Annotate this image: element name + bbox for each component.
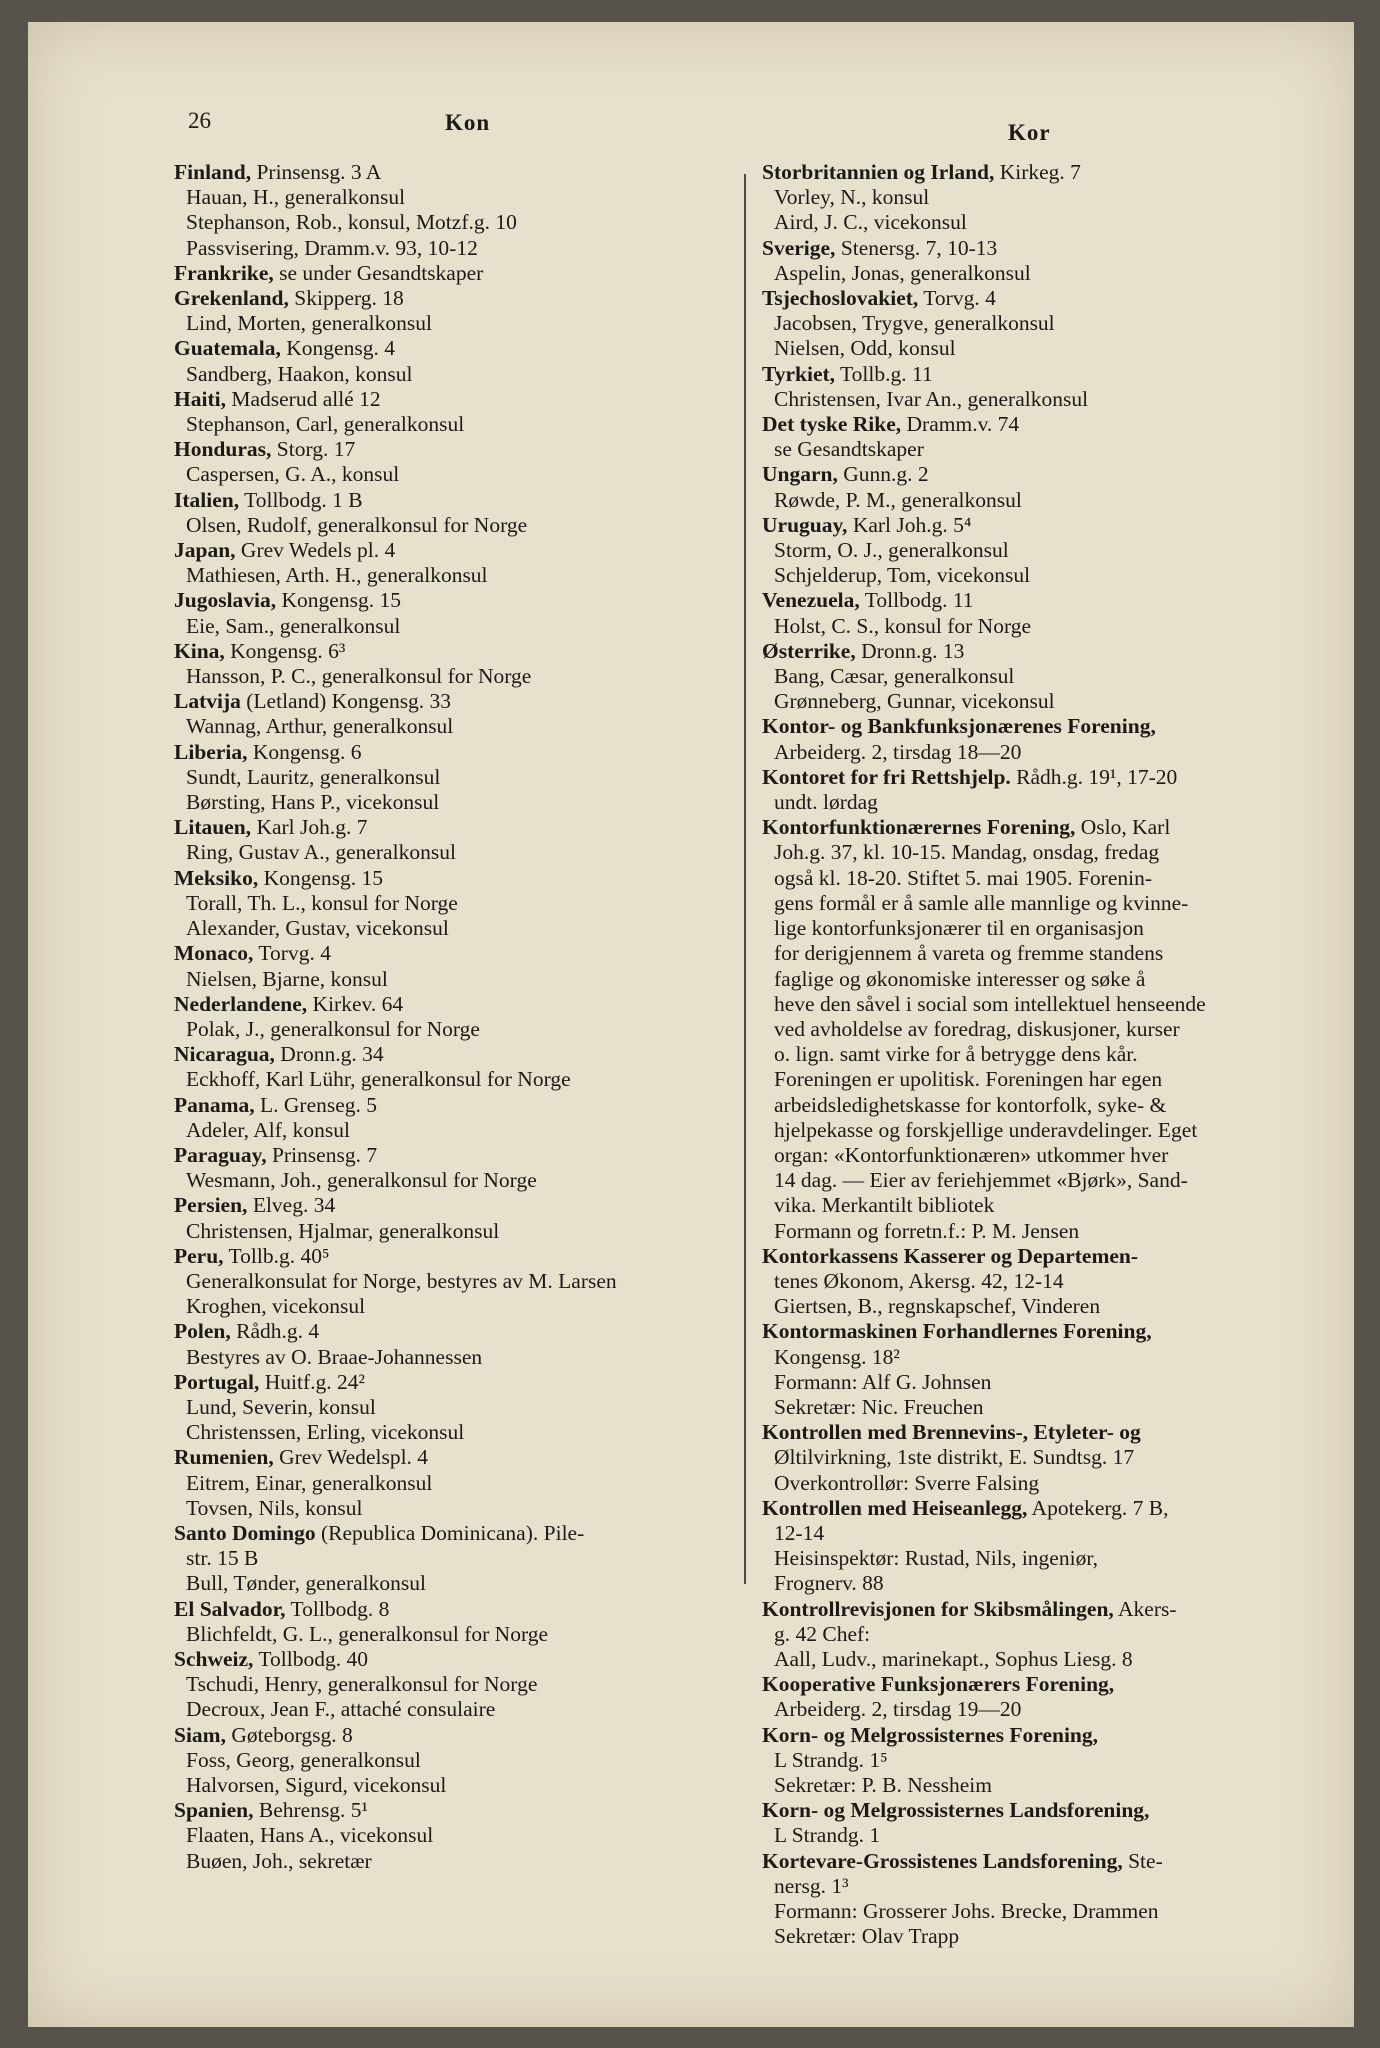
entry-address: Storg. 17 [271,437,356,462]
entry-heading-line [762,1798,1352,1823]
directory-entry [174,1445,764,1521]
entry-heading-line [174,286,764,311]
entry-address: Tollb.g. 11 [835,361,933,386]
entry-detail-line: Lund, Severin, konsul [186,1394,376,1419]
entry-detail-line: Adeler, Alf, konsul [186,1117,350,1142]
entry-name: Kina, [174,638,225,663]
directory-entry [174,488,764,538]
entry-detail-line: tenes Økonom, Akersg. 42, 12-14 [774,1268,1064,1293]
entry-name: Polen, [174,1319,231,1344]
directory-entry [762,1798,1352,1848]
entry-name: Nicaragua, [174,1042,275,1067]
entry-address: Kongensg. 15 [258,865,384,890]
entry-name: Nederlandene, [174,991,308,1016]
entry-detail-line: Schjelderup, Tom, vicekonsul [774,563,1031,588]
entry-name: Kontrollen med Heiseanlegg, [762,1495,1028,1520]
directory-entry [174,1723,764,1799]
entry-heading-line [174,1193,764,1218]
entry-address: Prinsensg. 7 [266,1142,378,1167]
entry-address: Gunn.g. 2 [837,462,929,487]
entry-name: Santo Domingo [174,1520,316,1545]
directory-entry [174,941,764,991]
entry-heading-line [762,1597,1352,1622]
entry-detail-line: Kongensg. 18² [774,1344,900,1369]
entry-heading-line [174,1093,764,1118]
entry-detail-line: Torall, Th. L., konsul for Norge [186,890,458,915]
entry-name: Grekenland, [174,286,289,311]
entry-address: Torvg. 4 [253,941,331,966]
entry-heading-line [762,1723,1352,1748]
entry-detail-line: Formann: Grosserer Johs. Brecke, Drammen [774,1899,1159,1924]
entry-detail-line: Aspelin, Jonas, generalkonsul [774,260,1031,285]
entry-detail-line: heve den såvel i social som intellektuel henseende [774,991,1206,1016]
entry-heading-line [762,1420,1352,1445]
entry-address: Oslo, Karl [1075,815,1171,840]
entry-address: Stenersg. 7, 10-13 [835,235,998,260]
entry-address: Dronn.g. 34 [274,1042,384,1067]
entry-detail-line: Sundt, Lauritz, generalkonsul [186,764,441,789]
directory-entry [174,1042,764,1092]
entry-heading-line [174,1244,764,1269]
entry-detail-line: L Strandg. 1 [774,1823,881,1848]
entry-heading-line [174,1370,764,1395]
entry-name: Det tyske Rike, [762,412,902,437]
directory-entry [174,286,764,336]
entry-name: El Salvador, [174,1596,286,1621]
entry-detail-line: Halvorsen, Sigurd, vicekonsul [186,1773,447,1797]
entry-name: Kontormaskinen Forhandlernes Forening, [762,1319,1152,1344]
entry-detail-line: Vorley, N., konsul [774,185,930,210]
entry-address: L. Grenseg. 5 [254,1092,378,1117]
directory-entry [174,387,764,437]
entry-detail-line: også kl. 18-20. Stiftet 5. mai 1905. Forenin- [774,865,1153,890]
entry-heading-line [762,412,1352,437]
entry-address: Torvg. 4 [918,286,996,311]
entry-name: Kortevare-Grossistenes Landsforening, [762,1848,1123,1873]
entry-heading-line [762,714,1352,739]
directory-entry [174,1521,764,1597]
entry-address: (Letland) Kongensg. 33 [240,689,452,714]
entry-heading-line [762,765,1352,790]
entry-name: Latvija [174,689,241,714]
directory-entry [762,1597,1352,1673]
entry-heading-line [762,1244,1352,1269]
entry-detail-line: 14 dag. — Eier av feriehjemmet «Bjørk», Sand- [774,1168,1188,1193]
entry-address: Karl Joh.g. 5⁴ [847,512,972,537]
entry-heading-line [174,538,764,563]
entry-heading-line [174,689,764,714]
entry-detail-line: str. 15 B [186,1546,259,1571]
entry-address: se under Gesandtskaper [273,260,484,285]
entry-detail-line: Arbeiderg. 2, tirsdag 19—20 [774,1697,1022,1722]
entry-name: Korn- og Melgrossisternes Forening, [762,1722,1099,1747]
entry-detail-line: Eitrem, Einar, generalkonsul [186,1470,433,1495]
entry-name: Kontorfunktionærernes Forening, [762,815,1076,840]
entry-address: (Republica Dominicana). Pile- [315,1520,585,1545]
directory-entry [174,1244,764,1320]
directory-entry [762,1420,1352,1496]
entry-name: Frankrike, [174,260,274,285]
entry-name: Venezuela, [762,588,860,613]
directory-entry [762,1723,1352,1799]
entry-name: Sverige, [762,235,836,260]
entry-name: Panama, [174,1092,255,1117]
entry-name: Østerrike, [762,638,856,663]
entry-address: Kongensg. 6³ [224,638,346,663]
right-column [762,160,1352,1949]
entry-detail-line: o. lign. samt virke for å betrygge dens kår. [774,1042,1138,1067]
directory-entry [174,1597,764,1647]
directory-entry [762,513,1352,589]
entry-address: Dramm.v. 74 [901,412,1020,437]
directory-entry [174,1193,764,1243]
directory-entry [174,992,764,1042]
directory-entry [762,236,1352,286]
entry-detail-line: Olsen, Rudolf, generalkonsul for Norge [186,512,528,537]
entry-detail-line: Børsting, Hans P., vicekonsul [186,790,440,815]
entry-name: Korn- og Melgrossisternes Landsforening, [762,1798,1150,1823]
directory-entry [174,866,764,942]
entry-name: Kontor- og Bankfunksjonærenes Forening, [762,714,1156,739]
entry-address: Grev Wedels pl. 4 [235,538,396,563]
entry-heading-line [762,236,1352,261]
entry-name: Rumenien, [174,1445,274,1470]
entry-detail-line: Foss, Georg, generalkonsul [186,1747,421,1772]
entry-address: Huitf.g. 24² [259,1369,365,1394]
entry-detail-line: Hansson, P. C., generalkonsul for Norge [186,664,532,689]
entry-address: Madserud allé 12 [225,386,381,411]
entry-address: Tollbodg. 8 [285,1596,390,1621]
entry-detail-line: Polak, J., generalkonsul for Norge [186,1016,480,1041]
entry-detail-line: arbeidsledighetskasse for kontorfolk, syke- & [774,1092,1167,1117]
directory-entry [174,336,764,386]
entry-address: Tollbodg. 1 B [239,487,363,512]
directory-entry [762,639,1352,715]
entry-detail-line: Storm, O. J., generalkonsul [774,538,1009,563]
entry-detail-line: Christensen, Ivar An., generalkonsul [774,386,1089,411]
entry-address: Behrensg. 5¹ [253,1798,369,1823]
entry-detail-line: vika. Merkantilt bibliotek [774,1193,995,1218]
entry-detail-line: Arbeiderg. 2, tirsdag 18—20 [774,739,1022,764]
entry-detail-line: Joh.g. 37, kl. 10-15. Mandag, onsdag, fredag [774,840,1160,865]
entry-heading-line [174,992,764,1017]
entry-heading-line [174,387,764,412]
entry-detail-line: Jacobsen, Trygve, generalkonsul [774,311,1055,336]
entry-detail-line: Wannag, Arthur, generalkonsul [186,714,454,739]
entry-heading-line [762,160,1352,185]
entry-name: Tyrkiet, [762,361,836,386]
directory-entry [762,412,1352,462]
entry-detail-line: ved avholdelse av foredrag, diskusjoner, kurser [774,1016,1180,1041]
directory-entry [762,1849,1352,1950]
entry-address: Rådh.g. 19¹, 17-20 [1010,764,1178,789]
entry-detail-line: Buøen, Joh., sekretær [186,1848,372,1873]
entry-address: Kongensg. 6 [247,739,362,764]
entry-detail-line: Sekretær: Olav Trapp [774,1924,960,1949]
entry-heading-line [174,588,764,613]
directory-entry [174,815,764,865]
directory-entry [762,1319,1352,1420]
entry-address: Tollb.g. 40⁵ [223,1243,330,1268]
left-column [174,160,764,1874]
entry-name: Uruguay, [762,512,848,537]
entry-detail-line: Flaaten, Hans A., vicekonsul [186,1823,434,1848]
entry-address: Skipperg. 18 [288,286,404,311]
entry-detail-line: Formann og forretn.f.: P. M. Jensen [774,1218,1080,1243]
entry-detail-line: Stephanson, Rob., konsul, Motzf.g. 10 [186,210,517,235]
entry-heading-line [174,1042,764,1067]
directory-entry [174,740,764,816]
entry-detail-line: Nielsen, Bjarne, konsul [186,966,388,991]
entry-address: Elveg. 34 [247,1193,336,1218]
entry-detail-line: Christenssen, Erling, vicekonsul [186,1420,465,1445]
directory-entry [762,714,1352,764]
entry-detail-line: Heisinspektør: Rustad, Nils, ingeniør, [774,1546,1099,1571]
directory-entry [174,160,764,261]
entry-heading-line [174,815,764,840]
entry-heading-line [174,639,764,664]
entry-detail-line: gens formål er å samle alle mannlige og kvinne- [774,890,1189,915]
entry-heading-line [762,1849,1352,1874]
entry-name: Japan, [174,538,236,563]
entry-heading-line [174,160,764,185]
entry-name: Litauen, [174,815,252,840]
entry-heading-line [174,1143,764,1168]
entry-detail-line: hjelpekasse og forskjellige underavdelinger. Eget [774,1117,1198,1142]
entry-name: Persien, [174,1193,248,1218]
entry-detail-line: Grønneberg, Gunnar, vicekonsul [774,689,1055,714]
directory-entry [762,160,1352,236]
entry-detail-line: se Gesandtskaper [774,437,924,462]
directory-entry [174,1798,764,1874]
directory-page [28,22,1354,2027]
entry-name: Spanien, [174,1798,254,1823]
entry-name: Storbritannien og Irland, [762,160,995,184]
entry-address: Apotekerg. 7 B, [1027,1495,1169,1520]
entry-name: Italien, [174,487,240,512]
entry-address: Ste- [1122,1848,1163,1873]
entry-name: Kontrollrevisjonen for Skibsmålingen, [762,1596,1114,1621]
entry-address: Dronn.g. 13 [855,638,965,663]
directory-entry [174,261,764,286]
entry-address: Kirkeg. 7 [994,160,1081,184]
entry-heading-line [762,1319,1352,1344]
entry-address: Rådh.g. 4 [230,1319,320,1344]
entry-heading-line [174,866,764,891]
entry-detail-line: for derigjennem å vareta og fremme standens [774,941,1164,966]
entry-heading-line [762,639,1352,664]
entry-detail-line: Passvisering, Dramm.v. 93, 10-12 [186,235,478,260]
entry-detail-line: nersg. 1³ [774,1873,849,1898]
entry-heading-line [762,286,1352,311]
entry-heading-line [174,336,764,361]
entry-name: Portugal, [174,1369,260,1394]
entry-heading-line [762,513,1352,538]
entry-detail-line: Lind, Morten, generalkonsul [186,311,433,336]
entry-heading-line [174,1521,764,1546]
entry-detail-line: Aall, Ludv., marinekapt., Sophus Liesg. 8 [774,1646,1133,1671]
directory-entry [762,765,1352,815]
entry-heading-line [174,488,764,513]
entry-heading-line [762,815,1352,840]
directory-entry [762,286,1352,362]
left-running-head: Kon [445,110,491,135]
directory-entry [174,538,764,588]
entry-detail-line: Sekretær: P. B. Nessheim [774,1773,992,1797]
entry-detail-line: Tschudi, Henry, generalkonsul for Norge [186,1672,538,1697]
entry-detail-line: Kroghen, vicekonsul [186,1294,366,1319]
entry-name: Kooperative Funksjonærers Forening, [762,1672,1115,1697]
entry-heading-line [762,1496,1352,1521]
entry-detail-line: Aird, J. C., vicekonsul [774,210,967,235]
entry-heading-line [174,740,764,765]
entry-name: Kontrollen med Brennevins-, Etyleter- og [762,1420,1141,1445]
entry-heading-line [762,1672,1352,1697]
right-running-head: Kor [1008,120,1051,145]
entry-detail-line: Ring, Gustav A., generalkonsul [186,840,456,865]
entry-name: Finland, [174,160,252,184]
entry-detail-line: Sandberg, Haakon, konsul [186,361,413,386]
entry-name: Ungarn, [762,462,838,487]
entry-detail-line: Hauan, H., generalkonsul [186,185,406,210]
entry-heading-line [174,1597,764,1622]
entry-name: Liberia, [174,739,248,764]
directory-entry [174,1093,764,1143]
entry-detail-line: Foreningen er upolitisk. Foreningen har egen [774,1067,1163,1092]
entry-detail-line: g. 42 Chef: [774,1621,871,1646]
directory-entry [174,1370,764,1446]
directory-entry [762,588,1352,638]
entry-heading-line [174,261,764,286]
directory-entry [174,689,764,739]
directory-entry [174,1647,764,1723]
entry-detail-line: Øltilvirkning, 1ste distrikt, E. Sundtsg. 17 [774,1445,1135,1470]
entry-detail-line: Bestyres av O. Braae-Johannessen [186,1344,483,1369]
entry-detail-line: Bull, Tønder, generalkonsul [186,1571,426,1596]
entry-heading-line [174,1798,764,1823]
entry-address: Karl Joh.g. 7 [251,815,368,840]
entry-detail-line: organ: «Kontorfunktionæren» utkommer hver [774,1142,1169,1167]
entry-detail-line: Holst, C. S., konsul for Norge [774,613,1032,638]
entry-detail-line: Generalkonsulat for Norge, bestyres av M. Larsen [186,1268,617,1293]
directory-entry [174,1143,764,1193]
entry-address: Tollbodg. 40 [253,1646,368,1671]
entry-name: Paraguay, [174,1142,267,1167]
entry-address: Tollbodg. 11 [859,588,974,613]
directory-entry [762,1496,1352,1597]
entry-detail-line: Blichfeldt, G. L., generalkonsul for Norge [186,1621,549,1646]
directory-entry [174,588,764,638]
entry-detail-line: Overkontrollør: Sverre Falsing [774,1470,1040,1495]
entry-address: Akers- [1113,1596,1177,1621]
directory-entry [762,362,1352,412]
entry-detail-line: lige kontorfunksjonærer til en organisasjon [774,916,1144,941]
entry-detail-line: Wesmann, Joh., generalkonsul for Norge [186,1168,537,1193]
entry-detail-line: Frognerv. 88 [774,1571,884,1596]
entry-address: Kongensg. 15 [276,588,401,613]
directory-entry [762,1672,1352,1722]
entry-address: Kirkev. 64 [307,991,404,1016]
entry-heading-line [174,1723,764,1748]
entry-detail-line: Mathiesen, Arth. H., generalkonsul [186,563,488,588]
directory-entry [762,1244,1352,1320]
entry-detail-line: faglige og økonomiske interesser og søke å [774,966,1146,991]
entry-detail-line: Bang, Cæsar, generalkonsul [774,664,1015,689]
entry-name: Kontoret for fri Rettshjelp. [762,764,1011,789]
entry-address: Grev Wedelspl. 4 [273,1445,429,1470]
entry-name: Schweiz, [174,1646,254,1671]
directory-entry [174,437,764,487]
entry-detail-line: Stephanson, Carl, generalkonsul [186,412,465,437]
entry-name: Kontorkassens Kasserer og Departemen- [762,1243,1139,1268]
entry-detail-line: Decroux, Jean F., attaché consulaire [186,1697,496,1722]
entry-detail-line: Giertsen, B., regnskapschef, Vinderen [774,1294,1101,1319]
entry-detail-line: Nielsen, Odd, konsul [774,336,956,361]
entry-heading-line [762,588,1352,613]
entry-heading-line [174,941,764,966]
entry-name: Peru, [174,1243,224,1268]
page-number: 26 [188,108,211,133]
entry-name: Jugoslavia, [174,588,277,613]
entry-heading-line [174,1319,764,1344]
entry-detail-line: Formann: Alf G. Johnsen [774,1369,992,1394]
entry-address: Kongensg. 4 [280,336,395,361]
entry-name: Guatemala, [174,336,281,361]
entry-detail-line: Sekretær: Nic. Freuchen [774,1394,984,1419]
entry-heading-line [762,362,1352,387]
entry-detail-line: Eie, Sam., generalkonsul [186,613,401,638]
entry-heading-line [174,1647,764,1672]
entry-name: Honduras, [174,437,272,462]
entry-detail-line: undt. lørdag [774,790,878,815]
entry-detail-line: Alexander, Gustav, vicekonsul [186,916,449,941]
directory-entry [174,639,764,689]
entry-detail-line: Tovsen, Nils, konsul [186,1495,363,1520]
directory-entry [174,1319,764,1369]
entry-detail-line: 12-14 [774,1520,825,1545]
entry-detail-line: Eckhoff, Karl Lühr, generalkonsul for Norge [186,1067,571,1092]
entry-name: Haiti, [174,386,226,411]
entry-heading-line [174,437,764,462]
entry-detail-line: Christensen, Hjalmar, generalkonsul [186,1218,500,1243]
entry-heading-line [762,462,1352,487]
entry-detail-line: L Strandg. 1⁵ [774,1747,888,1772]
entry-heading-line [174,1445,764,1470]
entry-address: Gøteborgsg. 8 [225,1722,353,1747]
directory-entry [762,815,1352,1243]
entry-name: Monaco, [174,941,254,966]
entry-name: Tsjechoslovakiet, [762,286,919,311]
directory-entry [762,462,1352,512]
entry-detail-line: Caspersen, G. A., konsul [186,462,400,487]
entry-name: Siam, [174,1722,226,1747]
entry-detail-line: Røwde, P. M., generalkonsul [774,487,1022,512]
entry-name: Meksiko, [174,865,259,890]
entry-address: Prinsensg. 3 A [251,160,382,184]
